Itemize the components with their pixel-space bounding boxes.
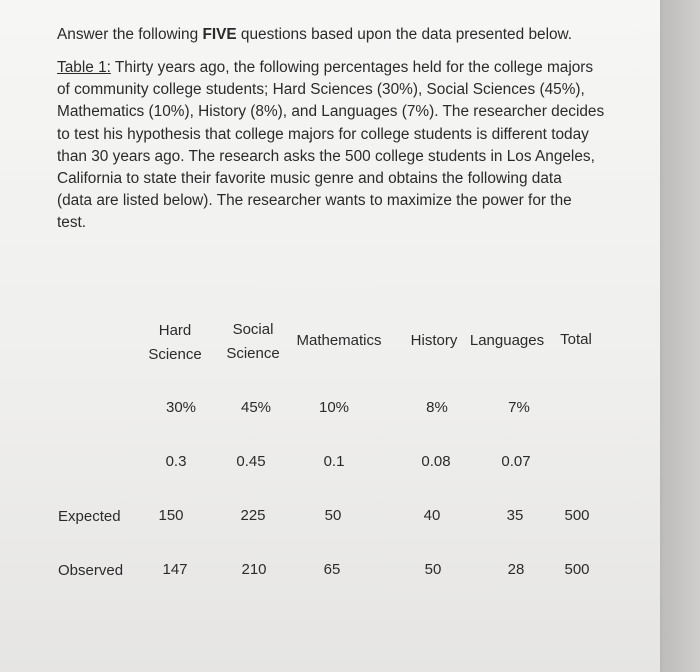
header-languages: Languages: [469, 332, 545, 349]
paragraph-line: (data are listed below). The researcher wants to maximize the power for the: [57, 192, 572, 210]
problem-paragraph: [57, 57, 622, 235]
row-label-expected: Expected: [58, 508, 121, 525]
table-cell: 0.08: [421, 453, 451, 470]
table-cell: 50: [424, 561, 442, 578]
table-cell: 35: [506, 507, 524, 524]
instructions: [57, 24, 627, 46]
header-line: Social: [232, 321, 274, 338]
background-edge: [662, 0, 700, 672]
table-cell: 0.1: [323, 453, 345, 470]
table-cell: 225: [240, 507, 266, 524]
header-total: Total: [560, 331, 592, 348]
table-cell: 0.3: [165, 453, 187, 470]
paragraph-line: test.: [57, 214, 87, 232]
table-cell: 28: [507, 561, 525, 578]
table-title: Table 1:: [57, 59, 111, 76]
table-cell: 65: [323, 561, 341, 578]
paragraph-line: Mathematics (10%), History (8%), and Languages (7%). The researcher decides: [57, 103, 605, 121]
table-cell: 50: [324, 507, 342, 524]
table-cell: 45%: [240, 399, 272, 416]
table-cell: 500: [564, 507, 590, 524]
header-line: Science: [148, 346, 202, 363]
paragraph-line-text: Thirty years ago, the following percentages held for the college majors: [110, 59, 594, 76]
table-cell: 7%: [508, 399, 530, 416]
table-cell: 30%: [165, 399, 197, 416]
header-hard-science: [148, 319, 201, 367]
table-cell: 10%: [318, 399, 350, 416]
instructions-text: Answer the following: [57, 26, 203, 43]
header-line: Hard: [158, 322, 192, 339]
table-cell: 0.45: [236, 453, 266, 470]
paragraph-line: than 30 years ago. The research asks the 500 college students in Los Angeles,: [57, 147, 595, 165]
paragraph-line: California to state their favorite music genre and obtains the following data: [57, 170, 562, 188]
table-cell: 210: [241, 561, 267, 578]
table-cell: 8%: [426, 399, 448, 416]
paragraph-line: of community college students; Hard Sciences (30%), Social Sciences (45%),: [57, 81, 585, 99]
table-cell: 147: [162, 561, 188, 578]
paragraph-line: [57, 57, 622, 79]
header-line: Science: [226, 345, 280, 362]
header-social-science: [226, 318, 279, 366]
paragraph-line: to test his hypothesis that college majors for college students is different today: [57, 125, 589, 143]
table-cell: 150: [158, 507, 184, 524]
instructions-text-end: questions based upon the data presented below.: [236, 26, 573, 43]
header-mathematics: Mathematics: [296, 332, 382, 349]
table-cell: 0.07: [501, 453, 531, 470]
table-cell: 40: [423, 507, 441, 524]
instructions-emphasis: FIVE: [202, 26, 237, 43]
header-history: History: [410, 332, 458, 349]
row-label-observed: Observed: [58, 562, 124, 579]
table-cell: 500: [564, 561, 590, 578]
